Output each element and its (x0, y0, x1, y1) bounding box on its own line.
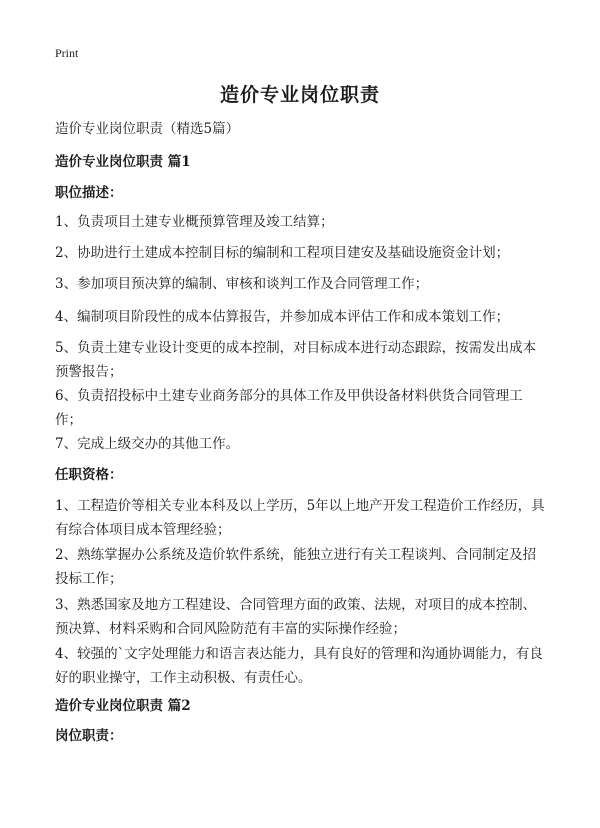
qual-item: 1、工程造价等相关专业本科及以上学历，5年以上地产开发工程造价工作经历，具有综合体项目成本管理经验； (55, 498, 545, 538)
qual-heading: 任职资格： (55, 467, 123, 483)
desc-heading: 职位描述： (55, 185, 123, 201)
section-heading-1: 造价专业岗位职责 篇1 (55, 154, 191, 170)
document-title: 造价专业岗位职责 (219, 84, 380, 106)
duty-item: 6、负责招投标中土建专业商务部分的具体工作及甲供设备材料供货合同管理工作； (55, 388, 523, 428)
duty-item: 7、完成上级交办的其他工作。 (55, 436, 240, 452)
print-link[interactable]: Print (55, 46, 79, 60)
qual-item: 2、熟练掌握办公系统及造价软件系统，能独立进行有关工程谈判、合同制定及招投标工作； (55, 547, 537, 587)
qual-item: 3、熟悉国家及地方工程建设、合同管理方面的政策、法规，对项目的成本控制、预决算、材料采购和合同风险防范有丰富的实际操作经验； (55, 597, 537, 637)
duty-item: 4、编制项目阶段性的成本估算报告，并参加成本评估工作和成本策划工作； (55, 309, 510, 325)
section-heading-2: 造价专业岗位职责 篇2 (55, 698, 191, 714)
section2-subheading: 岗位职责： (55, 728, 123, 744)
qual-item: 4、较强的`文字处理能力和语言表达能力，具有良好的管理和沟通协调能力，有良好的职业操守，工作主动积极、有责任心。 (55, 646, 543, 686)
duty-item: 5、负责土建专业设计变更的成本控制，对目标成本进行动态跟踪，按需发出成本预警报告； (55, 340, 537, 380)
duty-item: 2、协助进行土建成本控制目标的编制和工程项目建安及基础设施资金计划； (55, 245, 510, 261)
document-subtitle: 造价专业岗位职责（精选5篇） (55, 121, 240, 137)
duty-item: 3、参加项目预决算的编制、审核和谈判工作及合同管理工作； (55, 276, 429, 292)
duty-item: 1、负责项目土建专业概预算管理及竣工结算； (55, 214, 334, 230)
